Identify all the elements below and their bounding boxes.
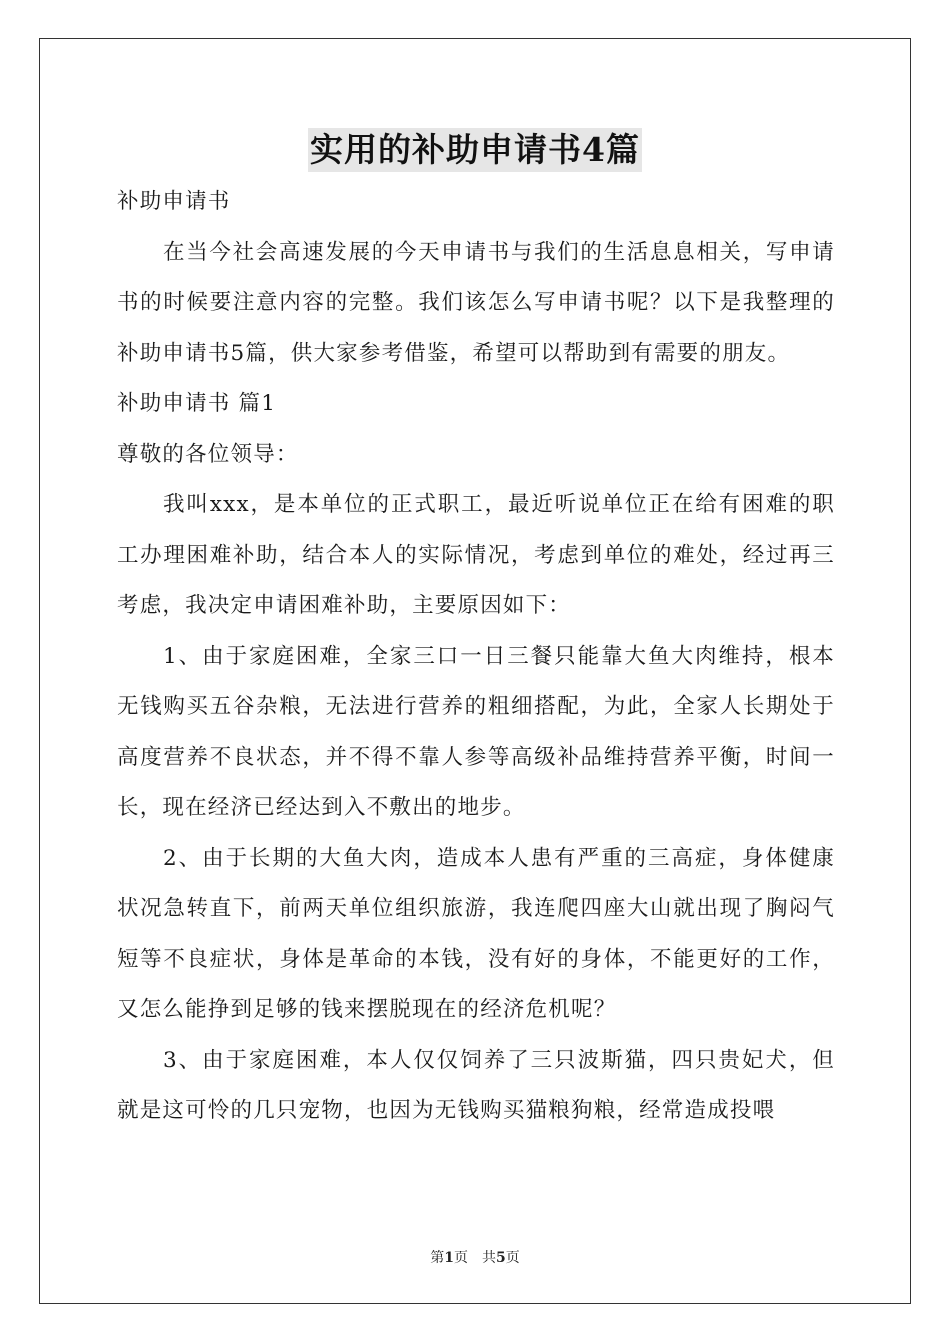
page-suffix: 页: [505, 1250, 520, 1266]
page-mid: 页 共: [454, 1250, 496, 1266]
paragraph: 3、由于家庭困难，本人仅仅饲养了三只波斯猫，四只贵妃犬，但就是这可怜的几只宠物，也因为无钱购买猫粮狗粮，经常造成投喂: [117, 1047, 835, 1123]
salutation: 尊敬的各位领导：: [117, 441, 299, 467]
document-body: [117, 177, 835, 1137]
page-current: 1: [444, 1250, 454, 1266]
page-total: 5: [496, 1250, 506, 1266]
document-title: 实用的补助申请书4篇: [308, 128, 642, 172]
page-prefix: 第: [430, 1250, 445, 1266]
paragraph: 在当今社会高速发展的今天申请书与我们的生活息息相关，写申请书的时候要注意内容的完整。我们该怎么写申请书呢？以下是我整理的补助申请书5篇，供大家参考借鉴，希望可以帮助到有需要的朋友。: [117, 239, 835, 366]
paragraph: 我叫xxx，是本单位的正式职工，最近听说单位正在给有困难的职工办理困难补助，结合本人的实际情况，考虑到单位的难处，经过再三考虑，我决定申请困难补助，主要原因如下：: [117, 492, 835, 618]
paragraph: 2、由于长期的大鱼大肉，造成本人患有严重的三高症，身体健康状况急转直下，前两天单位组织旅游，我连爬四座大山就出现了胸闷气短等不良症状，身体是革命的本钱，没有好的身体，不能更好的工作，又怎么能挣到足够的钱来摆脱现在的经济危机呢？: [117, 845, 835, 1022]
paragraph: 补助申请书: [117, 189, 231, 214]
paragraph: 1、由于家庭困难，全家三口一日三餐只能靠大鱼大肉维持，根本无钱购买五谷杂粮，无法进行营养的粗细搭配，为此，全家人长期处于高度营养不良状态，并不得不靠人参等高级补品维持营养平衡，时间一长，现在经济已经达到入不敷出的地步。: [117, 643, 835, 820]
page-footer: [0, 1247, 950, 1267]
section-heading: 补助申请书 篇1: [117, 391, 277, 416]
title-container: [0, 128, 950, 172]
